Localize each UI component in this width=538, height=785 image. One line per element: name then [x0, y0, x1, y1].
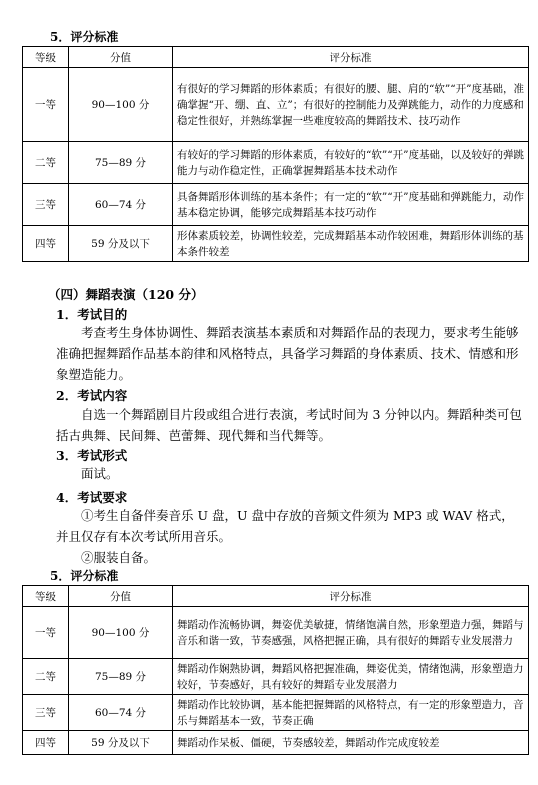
requirements-paragraph — [56, 505, 526, 568]
score-cell: 60—74 分 — [69, 184, 173, 226]
purpose-paragraph — [56, 322, 526, 385]
table1-scoring-criteria — [22, 46, 529, 262]
table2-heading: 5．评分标准 — [50, 569, 119, 583]
table-row — [23, 226, 529, 262]
criteria-cell: 有很好的学习舞蹈的形体素质；有很好的腰、腿、肩的“软”“开”度基础，准确掌握“开、绷、直、立”；有很好的控制能力及弹跳能力，动作的力度感和稳定性很好，并熟练掌握一些难度较高的舞蹈技术、技巧动作 — [173, 68, 529, 142]
grade-cell: 一等 — [23, 68, 69, 142]
grade-cell: 四等 — [23, 226, 69, 262]
purpose-text: 考查考生身体协调性、舞蹈表演基本素质和对舞蹈作品的表现力，要求考生能够准确把握舞蹈作品基本韵律和风格特点，具备学习舞蹈的身体素质、技术、情感和形象塑造能力。 — [56, 325, 519, 382]
grade-cell: 二等 — [23, 142, 69, 184]
content-heading: 2．考试内容 — [56, 388, 128, 403]
requirements-heading: 4．考试要求 — [56, 490, 128, 505]
section-title: （四）舞蹈表演（120 分） — [48, 287, 204, 302]
table2-header-grade: 等级 — [23, 586, 69, 607]
grade-cell: 三等 — [23, 184, 69, 226]
criteria-cell: 有较好的学习舞蹈的形体素质，有较好的“软”“开”度基础，以及较好的弹跳能力与动作稳定性，正确掌握舞蹈基本技术动作 — [173, 142, 529, 184]
table-row — [23, 659, 529, 695]
table1-header-criteria: 评分标准 — [173, 47, 529, 68]
content-text: 自选一个舞蹈剧目片段或组合进行表演，考试时间为 3 分钟以内。舞蹈种类可包括古典舞、民间舞、芭蕾舞、现代舞和当代舞等。 — [56, 407, 522, 443]
table-row — [23, 695, 529, 731]
table1-header-score: 分值 — [69, 47, 173, 68]
table2-header-row — [23, 586, 529, 607]
table-row — [23, 142, 529, 184]
grade-cell: 三等 — [23, 695, 69, 731]
table2-header-score: 分值 — [69, 586, 173, 607]
criteria-cell: 舞蹈动作娴熟协调，舞蹈风格把握准确，舞姿优美，情绪饱满，形象塑造力较好，节奏感好，具有较好的舞蹈专业发展潜力 — [173, 659, 529, 695]
table-row — [23, 68, 529, 142]
grade-cell: 一等 — [23, 607, 69, 659]
table-row — [23, 184, 529, 226]
criteria-cell: 舞蹈动作呆板、僵硬，节奏感较差，舞蹈动作完成度较差 — [173, 731, 529, 755]
requirements-text-2: ②服装自备。 — [81, 550, 157, 565]
criteria-cell: 舞蹈动作流畅协调，舞姿优美敏捷，情绪饱满自然，形象塑造力强，舞蹈与音乐和谐一致，节奏感强，风格把握正确，具有很好的舞蹈专业发展潜力 — [173, 607, 529, 659]
table1-heading: 5．评分标准 — [50, 30, 119, 44]
table1-header-grade: 等级 — [23, 47, 69, 68]
criteria-cell: 具备舞蹈形体训练的基本条件；有一定的“软”“开”度基础和弹跳能力，动作基本稳定协调，能够完成舞蹈基本技巧动作 — [173, 184, 529, 226]
criteria-cell: 舞蹈动作比较协调，基本能把握舞蹈的风格特点，有一定的形象塑造力，音乐与舞蹈基本一致，节奏正确 — [173, 695, 529, 731]
grade-cell: 四等 — [23, 731, 69, 755]
form-text: 面试。 — [81, 466, 119, 481]
score-cell: 75—89 分 — [69, 659, 173, 695]
table2-scoring-criteria — [22, 585, 529, 755]
requirements-text-1: ①考生自备伴奏音乐 U 盘，U 盘中存放的音频文件须为 MP3 或 WAV 格式，并且仅存有本次考试所用音乐。 — [56, 508, 514, 544]
grade-cell: 二等 — [23, 659, 69, 695]
score-cell: 75—89 分 — [69, 142, 173, 184]
content-paragraph — [56, 404, 526, 446]
score-cell: 90—100 分 — [69, 68, 173, 142]
table-row — [23, 731, 529, 755]
criteria-cell: 形体素质较差，协调性较差，完成舞蹈基本动作较困难，舞蹈形体训练的基本条件较差 — [173, 226, 529, 262]
table1-header-row — [23, 47, 529, 68]
score-cell: 59 分及以下 — [69, 226, 173, 262]
score-cell: 59 分及以下 — [69, 731, 173, 755]
table2-header-criteria: 评分标准 — [173, 586, 529, 607]
form-heading: 3．考试形式 — [56, 448, 128, 463]
score-cell: 60—74 分 — [69, 695, 173, 731]
form-paragraph — [56, 463, 526, 484]
purpose-heading: 1．考试目的 — [56, 307, 128, 322]
score-cell: 90—100 分 — [69, 607, 173, 659]
table-row — [23, 607, 529, 659]
